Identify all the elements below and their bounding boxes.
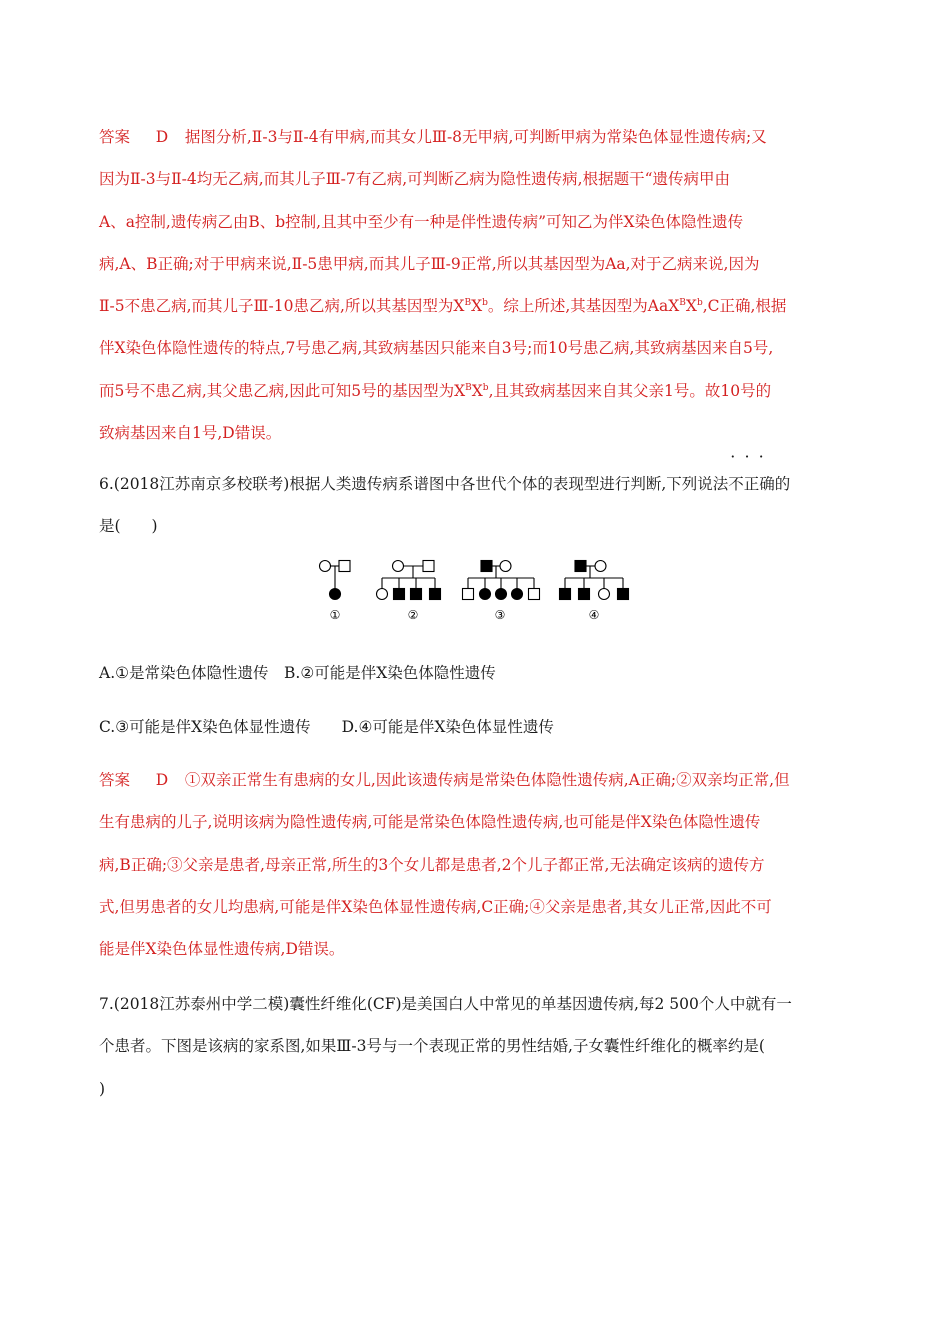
answer-text: 据图分析,Ⅱ-3与Ⅱ-4有甲病,而其女儿Ⅲ-8无甲病,可判断甲病为常染色体显性遗传病;又 bbox=[184, 128, 767, 146]
superscript: B bbox=[679, 298, 686, 309]
question-7-line-1: 7.(2018江苏泰州中学二模)囊性纤维化(CF)是美国白人中常见的单基因遗传病,每2 500个人中就有一 bbox=[99, 995, 792, 1013]
answer-letter: D bbox=[155, 771, 169, 789]
figure-label-1: ① bbox=[329, 608, 341, 622]
option-a-b: A.①是常染色体隐性遗传 B.②可能是伴X染色体隐性遗传 bbox=[99, 664, 496, 682]
text-span: X bbox=[685, 297, 697, 316]
pedigree-4 bbox=[560, 561, 629, 600]
option-c-d: C.③可能是伴X染色体显性遗传 D.④可能是伴X染色体显性遗传 bbox=[99, 718, 554, 736]
question-7-block bbox=[99, 983, 859, 1110]
question-6-options bbox=[99, 652, 859, 694]
answer-5-line-1 bbox=[99, 116, 859, 158]
text-span: 而5号不患乙病,其父患乙病,因此可知5号的基因型为X bbox=[99, 381, 466, 400]
text-span: ,C正确,根据 bbox=[702, 297, 787, 316]
answer-text: ①双亲正常生有患病的女儿,因此该遗传病是常染色体隐性遗传病,A正确;②双亲均正常,但 bbox=[184, 771, 790, 789]
figure-label-4: ④ bbox=[588, 608, 600, 622]
answer-5-line-5 bbox=[99, 285, 859, 327]
text-span: Ⅱ-5不患乙病,而其儿子Ⅲ-10患乙病,所以其基因型为X bbox=[99, 297, 465, 316]
question-text: 的 bbox=[774, 475, 791, 493]
question-6-line-1 bbox=[99, 463, 859, 505]
superscript: B bbox=[465, 382, 472, 393]
answer-5-line-7 bbox=[99, 370, 859, 412]
answer-letter: D bbox=[155, 128, 169, 146]
answer-6-line-2: 生有患病的儿子,说明该病为隐性遗传病,可能是常染色体隐性遗传病,也可能是伴X染色体隐性遗传 bbox=[99, 813, 761, 832]
answer-5-block bbox=[99, 116, 859, 454]
answer-6-line-3: 病,B正确;③父亲是患者,母亲正常,所生的3个女儿都是患者,2个儿子都正常,无法确定该病的遗传方 bbox=[99, 855, 765, 874]
answer-6-line-1 bbox=[99, 759, 859, 801]
figure-label-2: ② bbox=[407, 608, 419, 622]
question-6-line-2: 是( ) bbox=[99, 517, 158, 536]
pedigree-2 bbox=[377, 561, 441, 600]
text-span: X bbox=[471, 297, 483, 316]
text-span: ,且其致病基因来自其父亲1号。故10号的 bbox=[488, 381, 772, 400]
emphasis-text: · · · 不正确 bbox=[728, 463, 775, 505]
superscript: b bbox=[696, 298, 703, 309]
pedigree-1 bbox=[320, 561, 351, 600]
answer-6-line-5: 能是伴X染色体显性遗传病,D错误。 bbox=[99, 940, 345, 959]
superscript: b bbox=[482, 298, 488, 309]
superscript: B bbox=[464, 298, 472, 309]
question-6-block bbox=[99, 463, 859, 548]
question-7-line-3: ) bbox=[99, 1079, 106, 1098]
answer-5-line-6: 伴X染色体隐性遗传的特点,7号患乙病,其致病基因只能来自3号;而10号患乙病,其致病基因来自5号, bbox=[99, 339, 774, 358]
figure-label-3: ③ bbox=[494, 608, 506, 622]
answer-5-line-2: 因为Ⅱ-3与Ⅱ-4均无乙病,而其儿子Ⅲ-7有乙病,可判断乙病为隐性遗传病,根据题干“遗传病甲由 bbox=[99, 170, 731, 189]
text-span: 。综上所述,其基因型为AaX bbox=[487, 297, 680, 316]
text-span: X bbox=[471, 381, 483, 400]
answer-6-block bbox=[99, 759, 859, 970]
answer-5-line-3: A、a控制,遗传病乙由B、b控制,且其中至少有一种是伴性遗传病”可知乙为伴X染色体隐性遗传 bbox=[99, 212, 744, 231]
answer-5-line-4: 病,A、B正确;对于甲病来说,Ⅱ-5患甲病,而其儿子Ⅲ-9正常,所以其基因型为Aa,对于乙病来说,因为 bbox=[99, 254, 760, 273]
answer-tag: 答案 bbox=[99, 128, 131, 146]
pedigree-3 bbox=[463, 561, 540, 600]
answer-tag: 答案 bbox=[99, 771, 131, 789]
question-6-options-2 bbox=[99, 706, 859, 748]
answer-6-line-4: 式,但男患者的女儿均患病,可能是伴X染色体显性遗传病,C正确;④父亲是患者,其女儿正常,因此不可 bbox=[99, 897, 772, 916]
superscript: b bbox=[482, 382, 489, 393]
question-7-line-2: 个患者。下图是该病的家系图,如果Ⅲ-3号与一个表现正常的男性结婚,子女囊性纤维化的概率约是( bbox=[99, 1037, 765, 1056]
answer-5-line-8: 致病基因来自1号,D错误。 bbox=[99, 424, 282, 443]
pedigree-figure bbox=[310, 555, 650, 625]
question-text: 6.(2018江苏南京多校联考)根据人类遗传病系谱图中各世代个体的表现型进行判断,下列说法 bbox=[99, 475, 729, 493]
